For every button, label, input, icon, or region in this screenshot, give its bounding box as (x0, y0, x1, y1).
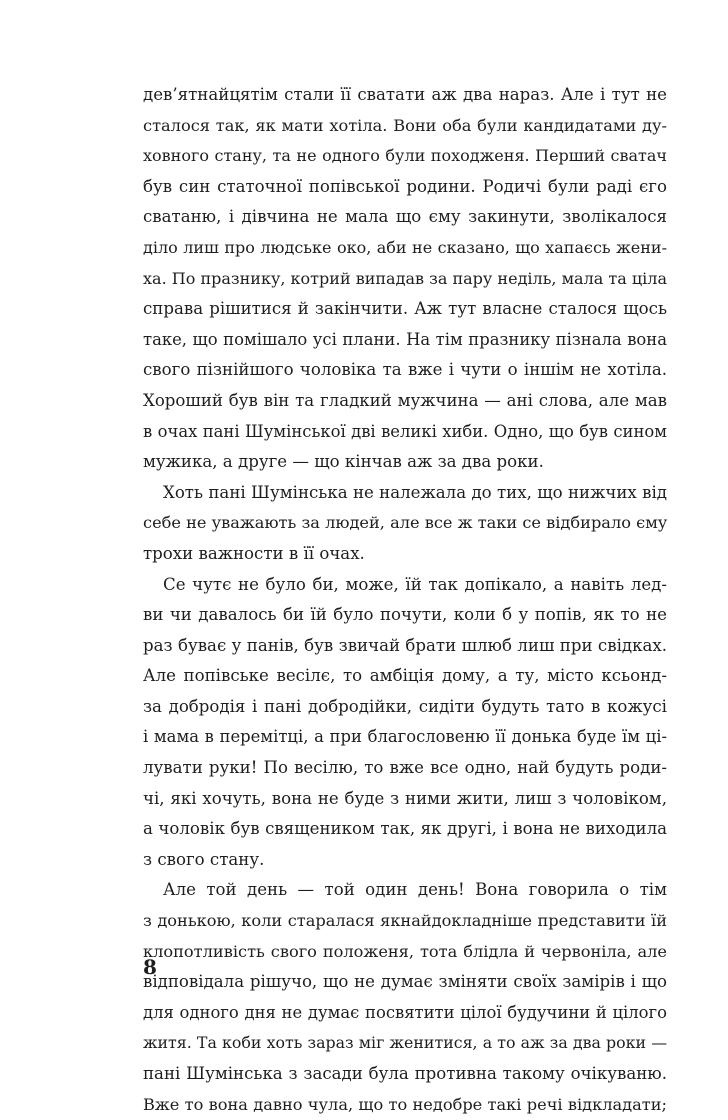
text-line: Але той день — той один день! Вона говорила о тім (163, 880, 667, 900)
text-line: а чоловік був священиком так, як другі, і вона не виходила (143, 819, 667, 839)
text-line: для одного дня не думає посвятити цілої будучини й цілого (143, 1002, 667, 1022)
text-line: Хороший був він та гладкий мужчина — ані слова, але мав (143, 390, 667, 410)
text-line: ха. По празнику, котрий випадав за пару неділь, мала та ціла (143, 268, 667, 288)
text-line: сватаню, і дівчина не мала що єму закинути, зволікалося (143, 207, 667, 227)
text-line: в очах пані Шумінської дві великі хиби. Одно, що був сином (143, 421, 667, 441)
text-line: з свого стану. (143, 849, 265, 869)
text-line: сталося так, як мати хотіла. Вони оба були кандидатами ду- (143, 115, 667, 135)
text-line: себе не уважають за людей, але все ж таки се відбирало єму (143, 513, 668, 533)
page-number: 8 (143, 955, 157, 979)
text-line: чі, які хочуть, вона не буде з ними жити, лиш з чоловіком, (143, 788, 667, 808)
text-line: з донькою, коли старалася якнайдокладніше представити їй (143, 911, 667, 931)
text-line: свого пізнійшого чоловіка та вже і чути о іншім не хотіла. (143, 360, 667, 380)
text-line: Але попівське весілє, то амбіція дому, а ту, місто ксьонд- (143, 666, 667, 686)
text-line: Хоть пані Шумінська не належала до тих, що нижчих від (163, 482, 667, 502)
text-line: мужика, а друге — що кінчав аж за два роки. (143, 452, 544, 472)
text-line: Вже то вона давно чула, що то недобре такі речі відкладати; (143, 1094, 667, 1114)
body-text (143, 80, 667, 1120)
text-line: лувати руки! По весілю, то вже все одно, най будуть роди- (143, 758, 667, 778)
text-line: житя. Та коби хоть зараз міг женитися, а то аж за два роки — (143, 1033, 667, 1053)
text-line: діло лиш про людське око, аби не сказано, що хапаєсь жени- (143, 237, 667, 257)
text-line: таке, що помішало усі плани. На тім празнику пізнала вона (143, 329, 667, 349)
text-line: клопотливість свого положеня, тота блідла й червоніла, але (143, 941, 667, 961)
text-line: трохи важности в її очах. (143, 543, 365, 563)
text-line: Се чутє не було би, може, їй так допікало, а навіть лед- (163, 574, 667, 594)
text-line: за добродія і пані добродійки, сидіти будуть тато в кожусі (143, 696, 667, 716)
text-line: був син статочної попівської родини. Родичі були раді єго (143, 176, 667, 196)
text-line: раз буває у панів, був звичай брати шлюб лиш при свідках. (143, 635, 667, 655)
text-line: справа рішитися й закінчити. Аж тут власне сталося щось (143, 299, 667, 319)
text-line: дев’ятнайцятім стали її сватати аж два нараз. Але і тут не (143, 85, 667, 104)
text-line: і мама в перемітці, а при благословеню її донька буде їм ці- (143, 727, 667, 747)
text-line: відповідала рішучо, що не думає зміняти своїх замірів і що (143, 972, 667, 992)
text-line: пані Шумінська з засади була противна такому очікуваню. (143, 1064, 667, 1083)
text-line: ховного стану, та не одного були походженя. Перший сватач (143, 146, 667, 166)
text-line: ви чи давалось би їй було почути, коли б у попів, як то не (143, 605, 667, 625)
